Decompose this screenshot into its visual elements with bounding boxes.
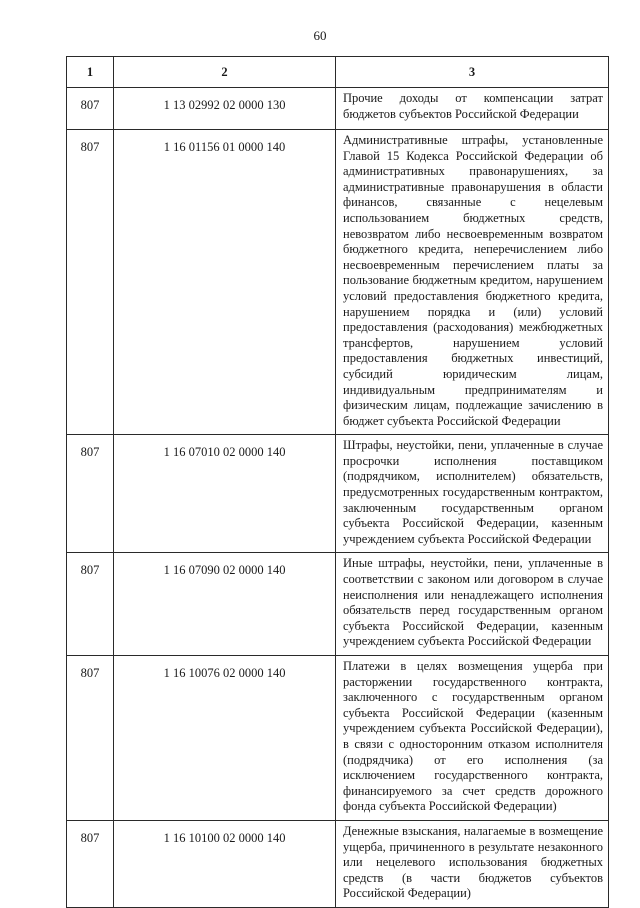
- column-header-3: 3: [336, 57, 609, 88]
- page-number: 60: [313, 28, 327, 43]
- revenue-codes-table: [66, 56, 609, 908]
- revenue-description-cell: Прочие доходы от компенсации затрат бюджетов субъектов Российской Федерации: [336, 88, 609, 130]
- revenue-code-cell: 1 16 07010 02 0000 140: [114, 435, 336, 553]
- revenue-code-cell: 1 16 10076 02 0000 140: [114, 656, 336, 821]
- revenue-description-cell: Платежи в целях возмещения ущерба при расторжении государственного контракта, заключенного с государственным органом субъекта Российской Федерации (казенным учреждением субъекта Российской Федерации), в связи с односторонним отказом исполнителя (подрядчика) от его исполнения (за исключением государственного контракта, финансируемого за счет средств дорожного фонда субъекта Российской Федерации): [336, 656, 609, 821]
- admin-code-cell: 807: [67, 435, 114, 553]
- table-row: [67, 820, 609, 907]
- admin-code-cell: 807: [67, 88, 114, 130]
- column-header-1: 1: [67, 57, 114, 88]
- admin-code-cell: 807: [67, 130, 114, 435]
- table-header-row: [67, 57, 609, 88]
- revenue-code-cell: 1 13 02992 02 0000 130: [114, 88, 336, 130]
- table-row: [67, 553, 609, 656]
- table-row: [67, 88, 609, 130]
- revenue-description-cell: Иные штрафы, неустойки, пени, уплаченные в соответствии с законом или договором в случае неисполнения или ненадлежащего исполнения обязательств перед государственным органом субъекта Российской Федерации, казенным учреждением субъекта Российской Федерации: [336, 553, 609, 656]
- revenue-description-cell: Денежные взыскания, налагаемые в возмещение ущерба, причиненного в результате незаконного или нецелевого использования бюджетных средств (в части бюджетов субъектов Российской Федерации): [336, 820, 609, 907]
- admin-code-cell: 807: [67, 553, 114, 656]
- revenue-description-cell: Административные штрафы, установленные Главой 15 Кодекса Российской Федерации об административных правонарушениях, за административные правонарушения в области финансов, связанные с нецелевым использованием бюджетных средств, невозвратом либо несвоевременным возвратом бюджетного кредита, неперечислением либо несвоевременным перечислением платы за пользование бюджетным кредитом, нарушением условий предоставления бюджетного кредита, нарушением порядка и (или) условий предоставления (расходования) межбюджетных трансфертов, нарушением условий предоставления бюджетных инвестиций, субсидий юридическим лицам, индивидуальным предпринимателям и физическим лицам, подлежащие зачислению в бюджет субъекта Российской Федерации: [336, 130, 609, 435]
- column-header-2: 2: [114, 57, 336, 88]
- table-row: [67, 656, 609, 821]
- table-row: [67, 435, 609, 553]
- revenue-description-cell: Штрафы, неустойки, пени, уплаченные в случае просрочки исполнения поставщиком (подрядчиком, исполнителем) обязательств, предусмотренных государственным контрактом, заключенным государственным органом субъекта Российской Федерации, казенным учреждением субъекта Российской Федерации: [336, 435, 609, 553]
- admin-code-cell: 807: [67, 656, 114, 821]
- table-row: [67, 130, 609, 435]
- revenue-code-cell: 1 16 07090 02 0000 140: [114, 553, 336, 656]
- revenue-code-cell: 1 16 01156 01 0000 140: [114, 130, 336, 435]
- admin-code-cell: 807: [67, 820, 114, 907]
- revenue-code-cell: 1 16 10100 02 0000 140: [114, 820, 336, 907]
